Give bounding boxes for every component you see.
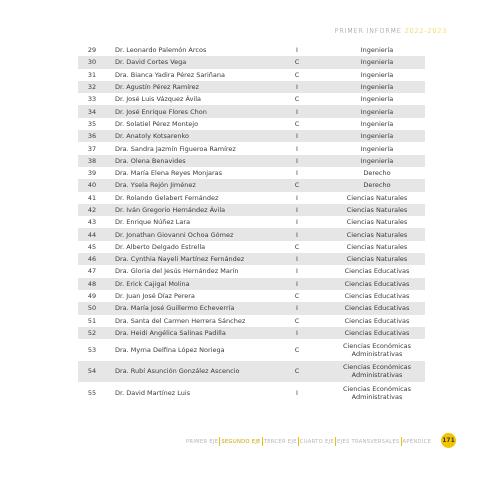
row-number: 39 [87, 169, 97, 178]
researcher-name: Dra. María José Guillermo Echeverría [115, 304, 235, 313]
membership-type: C [294, 242, 300, 251]
knowledge-area: Ingeniería [360, 46, 394, 55]
membership-type: I [296, 388, 298, 397]
knowledge-area: Ciencias Educativas [344, 304, 410, 313]
row-number: 55 [87, 388, 97, 397]
row-number: 49 [87, 292, 97, 301]
membership-type: C [294, 58, 300, 67]
report-title: PRIMER INFORME [334, 27, 402, 35]
row-number: 32 [87, 83, 97, 92]
nav-section-link[interactable]: CUARTO EJE [299, 438, 334, 445]
nav-section-link[interactable]: APÉNDICE [402, 438, 432, 445]
row-number: 50 [87, 304, 97, 313]
table-row [78, 290, 425, 302]
membership-type: I [296, 46, 298, 55]
membership-type: C [294, 181, 300, 190]
row-number: 46 [87, 255, 97, 264]
table-row [78, 302, 425, 314]
row-number: 42 [87, 206, 97, 214]
report-header [335, 27, 447, 35]
row-number: 47 [87, 267, 97, 276]
nav-separator [335, 437, 336, 446]
researcher-name: Dra. Ysela Rejón Jiménez [115, 181, 196, 190]
researcher-name: Dr. Jonathan Giovanni Ochoa Gómez [115, 230, 234, 239]
table-row [78, 382, 425, 404]
membership-type: I [296, 218, 298, 227]
knowledge-area: Ciencias Educativas [344, 279, 410, 288]
membership-type: I [296, 206, 298, 214]
knowledge-area: Ingeniería [360, 156, 394, 165]
knowledge-area: Ingeniería [360, 144, 394, 153]
table-row [78, 361, 425, 383]
researcher-name: Dr. Erick Cajigal Molina [115, 279, 190, 288]
row-number: 36 [87, 132, 97, 141]
knowledge-area: Ciencias Naturales [346, 206, 408, 214]
report-year: 2022-2023 [404, 27, 447, 35]
researcher-name: Dra. Sandra Jazmín Figueroa Ramírez [115, 144, 236, 153]
row-number: 54 [87, 367, 97, 376]
membership-type: C [294, 316, 300, 325]
row-number: 40 [87, 181, 97, 190]
knowledge-area: Ingeniería [360, 95, 394, 104]
researcher-name: Dra. Rubí Asunción González Ascencio [115, 367, 240, 376]
table-row [78, 253, 425, 265]
nav-separator [219, 437, 220, 446]
researcher-name: Dr. Agustín Pérez Ramírez [115, 83, 199, 92]
nav-section-link[interactable]: SEGUNDO EJE [221, 438, 261, 445]
nav-separator [401, 437, 402, 446]
researcher-name: Dr. José Enrique Flores Chon [115, 107, 207, 116]
nav-separator [298, 437, 299, 446]
knowledge-area: Ciencias Económicas Administrativas [342, 363, 412, 380]
membership-type: I [296, 255, 298, 264]
row-number: 48 [87, 279, 97, 288]
table-row [78, 44, 425, 56]
researcher-name: Dr. Anatoly Kotsarenko [115, 132, 189, 141]
researcher-name: Dr. Rolando Gelabert Fernández [115, 193, 219, 202]
membership-type: I [296, 267, 298, 276]
knowledge-area: Ciencias Naturales [346, 218, 408, 227]
researcher-name: Dr. José Luis Vázquez Ávila [115, 95, 202, 104]
table-row [78, 241, 425, 253]
membership-type: I [296, 144, 298, 153]
table-row [78, 155, 425, 167]
membership-type: I [296, 107, 298, 116]
row-number: 31 [87, 70, 97, 79]
row-number: 51 [87, 316, 97, 325]
table-row [78, 118, 425, 130]
knowledge-area: Ciencias Educativas [344, 267, 410, 276]
membership-type: C [294, 367, 300, 376]
table-row [78, 204, 425, 216]
row-number: 41 [87, 193, 97, 202]
membership-type: I [296, 132, 298, 141]
table-row [78, 167, 425, 179]
membership-type: I [296, 304, 298, 313]
table-row [78, 142, 425, 154]
table-row [78, 327, 425, 339]
membership-type: I [296, 193, 298, 202]
knowledge-area: Derecho [363, 181, 391, 190]
table-row [78, 278, 425, 290]
table-row [78, 192, 425, 204]
researcher-name: Dra. Cynthia Nayeli Martínez Fernández [115, 255, 245, 264]
knowledge-area: Ciencias Naturales [346, 230, 408, 239]
membership-type: I [296, 169, 298, 178]
researchers-table-body [78, 44, 425, 404]
row-number: 29 [87, 46, 97, 55]
row-number: 43 [87, 218, 97, 227]
row-number: 34 [87, 107, 97, 116]
table-row [78, 216, 425, 228]
knowledge-area: Derecho [363, 169, 391, 178]
page-number-badge: 171 [441, 433, 456, 448]
nav-section-link[interactable]: EJES TRANSVERSALES [336, 438, 400, 445]
membership-type: C [294, 292, 300, 301]
membership-type: C [294, 70, 300, 79]
knowledge-area: Ciencias Educativas [344, 292, 410, 301]
knowledge-area: Ingeniería [360, 119, 394, 128]
table-row [78, 93, 425, 105]
researcher-name: Dra. María Elena Reyes Monjaras [115, 169, 223, 178]
knowledge-area: Ciencias Económicas Administrativas [342, 384, 412, 401]
membership-type: I [296, 279, 298, 288]
table-row [78, 130, 425, 142]
table-row [78, 265, 425, 277]
researcher-name: Dr. Iván Gregorio Hernández Ávila [115, 206, 226, 214]
table-row [78, 81, 425, 93]
knowledge-area: Ingeniería [360, 107, 394, 116]
researcher-name: Dr. Alberto Delgado Estrella [115, 242, 206, 251]
researcher-name: Dr. Leonardo Palemón Arcos [115, 46, 207, 55]
row-number: 30 [87, 58, 97, 67]
knowledge-area: Ingeniería [360, 70, 394, 79]
table-row [78, 315, 425, 327]
nav-separator [262, 437, 263, 446]
researcher-name: Dra. Santa del Carmen Herrera Sánchez [115, 316, 246, 325]
membership-type: I [296, 83, 298, 92]
row-number: 37 [87, 144, 97, 153]
table-row [78, 339, 425, 361]
row-number: 35 [87, 119, 97, 128]
row-number: 52 [87, 328, 97, 337]
researcher-name: Dr. Solatiel Pérez Montejo [115, 119, 199, 128]
researcher-name: Dra. Bianca Yadira Pérez Sariñana [115, 70, 225, 79]
knowledge-area: Ingeniería [360, 58, 394, 67]
knowledge-area: Ingeniería [360, 83, 394, 92]
knowledge-area: Ciencias Educativas [344, 316, 410, 325]
row-number: 33 [87, 95, 97, 104]
table-row [78, 179, 425, 191]
researcher-name: Dr. David Cortes Vega [115, 58, 187, 67]
knowledge-area: Ingeniería [360, 132, 394, 141]
row-number: 38 [87, 156, 97, 165]
table-row [78, 56, 425, 68]
knowledge-area: Ciencias Educativas [344, 328, 410, 337]
researcher-name: Dra. Heidi Angélica Salinas Padilla [115, 328, 226, 337]
section-navigation [186, 437, 431, 446]
row-number: 44 [87, 230, 97, 239]
membership-type: I [296, 230, 298, 239]
researcher-name: Dra. Olena Benavides [115, 156, 186, 165]
row-number: 53 [87, 345, 97, 354]
researcher-name: Dr. David Martínez Luis [115, 388, 191, 397]
nav-section-link[interactable]: TERCER EJE [263, 438, 297, 445]
researcher-name: Dr. Juan José Díaz Perera [115, 292, 195, 301]
researcher-name: Dra. Gloria del Jesús Hernández Marín [115, 267, 239, 276]
table-row [78, 69, 425, 81]
researcher-name: Dr. Enrique Núñez Lara [115, 218, 191, 227]
membership-type: C [294, 345, 300, 354]
table-row [78, 228, 425, 240]
knowledge-area: Ciencias Naturales [346, 242, 408, 251]
knowledge-area: Ciencias Económicas Administrativas [342, 341, 412, 358]
nav-section-link[interactable]: PRIMER EJE [186, 438, 219, 445]
row-number: 45 [87, 242, 97, 251]
table-row [78, 105, 425, 117]
membership-type: I [296, 156, 298, 165]
membership-type: C [294, 119, 300, 128]
membership-type: C [294, 95, 300, 104]
membership-type: I [296, 328, 298, 337]
researcher-name: Dra. Myrna Delfina López Noriega [115, 345, 225, 354]
knowledge-area: Ciencias Naturales [346, 255, 408, 264]
researchers-table [78, 44, 425, 404]
knowledge-area: Ciencias Naturales [346, 193, 408, 202]
